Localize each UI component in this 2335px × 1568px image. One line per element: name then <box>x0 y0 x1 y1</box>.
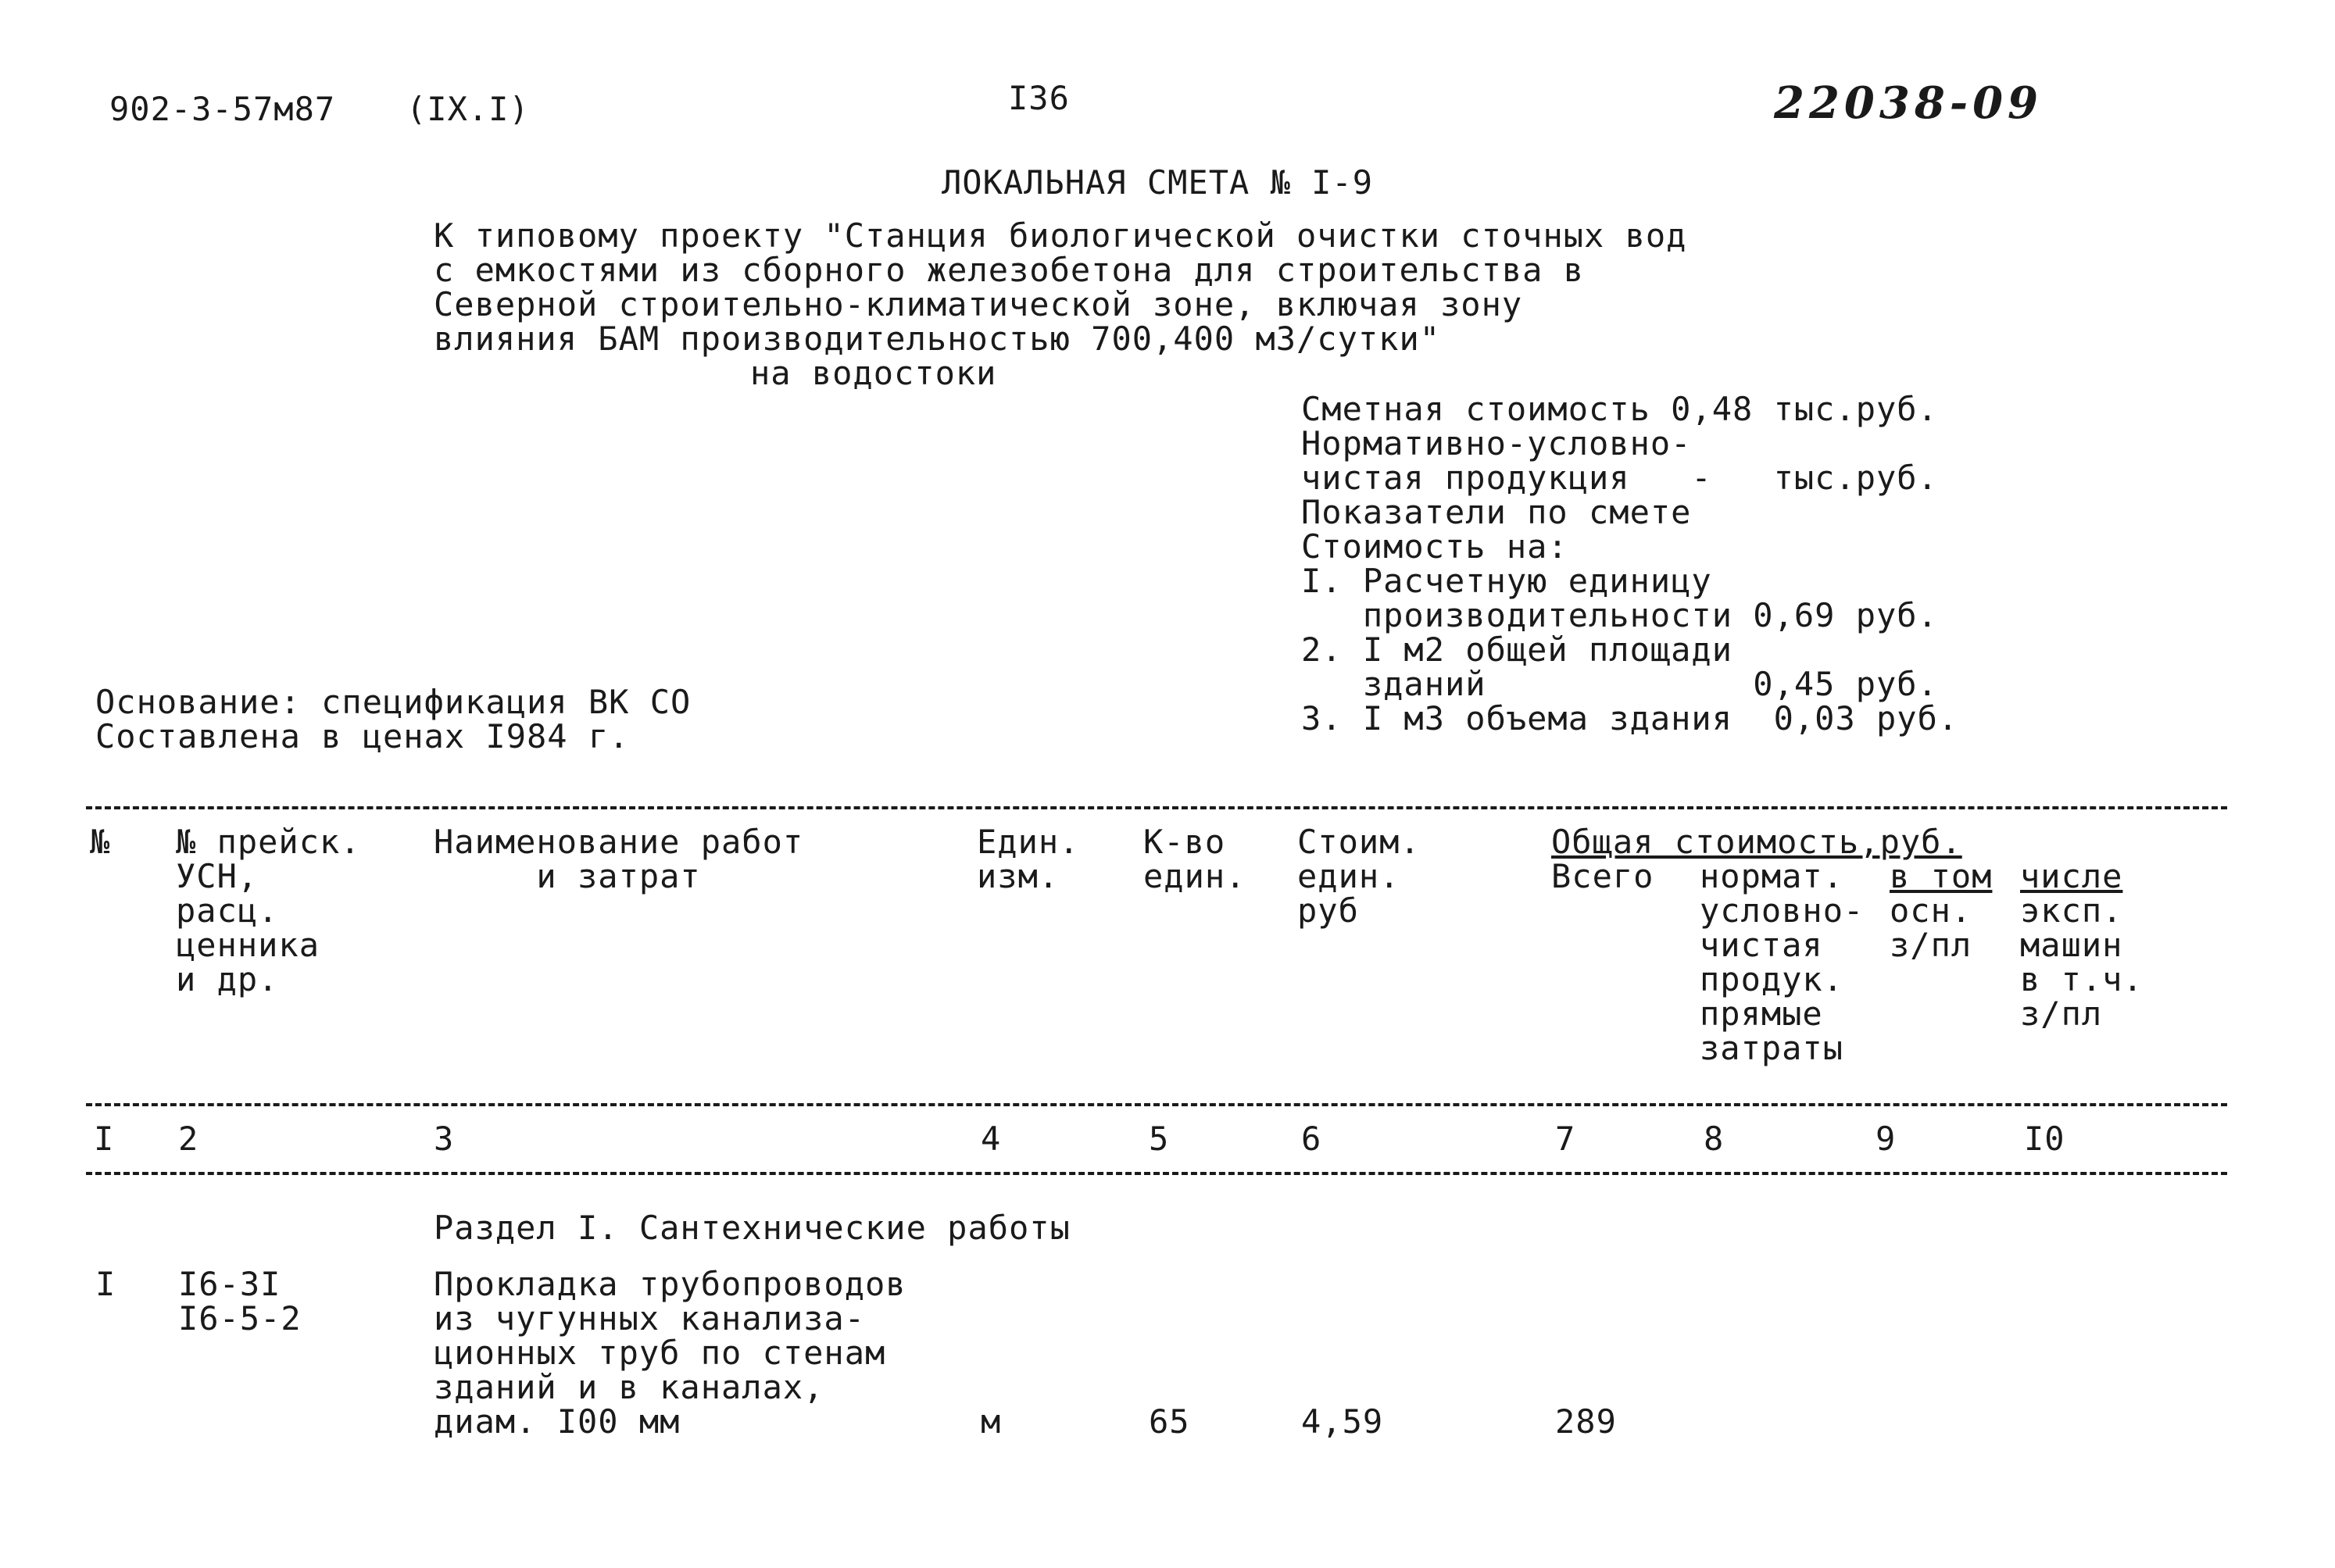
header-cell: № <box>90 823 111 861</box>
estimate-title: ЛОКАЛЬНАЯ СМЕТА № I-9 <box>942 163 1374 202</box>
column-number: 4 <box>981 1120 1002 1158</box>
header-cell: в том <box>1890 857 1993 895</box>
header-cell: прямые <box>1700 995 1823 1033</box>
cost-summary <box>1301 392 1958 736</box>
column-number: 5 <box>1149 1120 1170 1158</box>
header-cell: Един. <box>977 823 1080 861</box>
header-cell: един. <box>1143 857 1246 895</box>
summary-line: 3. I м3 объема здания 0,03 руб. <box>1301 699 1959 738</box>
row-name-line: Прокладка трубопроводов <box>434 1265 906 1303</box>
header-cell: и др. <box>176 960 279 998</box>
summary-line: 2. I м2 общей площади <box>1301 630 1733 669</box>
header-cell: УСН, <box>176 857 259 895</box>
header-cell: един. <box>1297 857 1400 895</box>
header-col5 <box>1143 825 1246 894</box>
header-col7 <box>1551 859 1654 894</box>
basis-note <box>95 685 691 754</box>
header-cell: ценника <box>176 926 320 964</box>
document-code: 902-3-57м87 <box>109 90 336 128</box>
header-total-cost-group: Общая стоимость,руб. <box>1551 823 1962 861</box>
header-col3 <box>434 825 803 894</box>
column-number: I0 <box>2024 1120 2065 1158</box>
basis-line: Основание: спецификация ВК СО <box>95 683 692 721</box>
page-number: I36 <box>1008 79 1070 117</box>
header-cell: Стоим. <box>1297 823 1421 861</box>
header-cell: расц. <box>176 891 279 930</box>
header-bottom-rule <box>86 1103 2227 1106</box>
document-part: (IX.I) <box>406 90 530 128</box>
header-cell: машин <box>2020 926 2123 964</box>
header-cell: числе <box>2020 857 2123 895</box>
header-cell: з/пл <box>1890 926 1972 964</box>
header-cell: условно- <box>1700 891 1865 930</box>
project-description <box>434 216 1687 392</box>
row-unit: м <box>981 1402 1002 1441</box>
header-cell: Всего <box>1551 857 1654 895</box>
column-number: 7 <box>1555 1120 1576 1158</box>
column-number: 2 <box>178 1120 199 1158</box>
row-name-line: диам. I00 мм <box>434 1402 681 1441</box>
header-col6 <box>1297 825 1421 928</box>
header-cell: изм. <box>977 857 1060 895</box>
row-code: I6-3I <box>178 1265 281 1303</box>
summary-line: производительности 0,69 руб. <box>1301 596 1938 634</box>
header-cell: и затрат <box>434 857 701 895</box>
header-cell: осн. <box>1890 891 1972 930</box>
summary-line: Сметная стоимость 0,48 тыс.руб. <box>1301 390 1938 428</box>
summary-line: Нормативно-условно- <box>1301 424 1692 463</box>
header-cell: Наименование работ <box>434 823 804 861</box>
header-cell: з/пл <box>2020 995 2103 1033</box>
header-col8 <box>1700 859 1864 1066</box>
header-col4 <box>977 825 1079 894</box>
header-col9 <box>1890 859 1992 963</box>
row-total: 289 <box>1555 1402 1617 1441</box>
row-work-name <box>434 1267 906 1439</box>
summary-line: чистая продукция - тыс.руб. <box>1301 459 1938 497</box>
header-col1 <box>90 825 110 859</box>
section-title: Раздел I. Сантехнические работы <box>434 1209 1071 1247</box>
summary-line: I. Расчетную единицу <box>1301 562 1712 600</box>
column-number: 9 <box>1876 1120 1897 1158</box>
header-cell: нормат. <box>1700 857 1844 895</box>
project-line: влияния БАМ производительностью 700,400 м3/сутки" <box>434 320 1441 358</box>
project-line: на водостоки <box>750 354 997 392</box>
header-cell: К-во <box>1143 823 1226 861</box>
row-unit-cost: 4,59 <box>1301 1402 1384 1441</box>
row-name-line: из чугунных канализа- <box>434 1299 866 1338</box>
column-number: 6 <box>1301 1120 1322 1158</box>
row-name-line: зданий и в каналах, <box>434 1368 824 1406</box>
header-col10 <box>2020 859 2144 1031</box>
project-line: с емкостями из сборного железобетона для строительства в <box>434 251 1585 289</box>
header-cell: чистая <box>1700 926 1823 964</box>
numbers-bottom-rule <box>86 1172 2227 1175</box>
header-cell: в т.ч. <box>2020 960 2144 998</box>
header-cell: эксп. <box>2020 891 2123 930</box>
header-cell: № прейск. <box>176 823 361 861</box>
header-col2 <box>176 825 361 997</box>
archive-stamp: 22038-09 <box>1774 77 2043 129</box>
row-quantity: 65 <box>1149 1402 1190 1441</box>
row-name-line: ционных труб по стенам <box>434 1334 886 1372</box>
summary-line: Показатели по смете <box>1301 493 1692 531</box>
header-cell: затраты <box>1700 1029 1844 1067</box>
basis-line: Составлена в ценах I984 г. <box>95 717 630 755</box>
column-number: 8 <box>1704 1120 1725 1158</box>
summary-line: зданий 0,45 руб. <box>1301 665 1938 703</box>
row-number: I <box>95 1265 116 1303</box>
table-top-rule <box>86 806 2227 809</box>
column-number: I <box>94 1120 115 1158</box>
summary-line: Стоимость на: <box>1301 527 1568 566</box>
column-number: 3 <box>434 1120 455 1158</box>
row-code: I6-5-2 <box>178 1299 302 1338</box>
header-cell: продук. <box>1700 960 1844 998</box>
row-codes <box>178 1267 302 1336</box>
project-line: К типовому проекту "Станция биологической очистки сточных вод <box>434 216 1687 255</box>
header-cell: руб <box>1297 891 1359 930</box>
project-line: Северной строительно-климатической зоне, включая зону <box>434 285 1523 323</box>
